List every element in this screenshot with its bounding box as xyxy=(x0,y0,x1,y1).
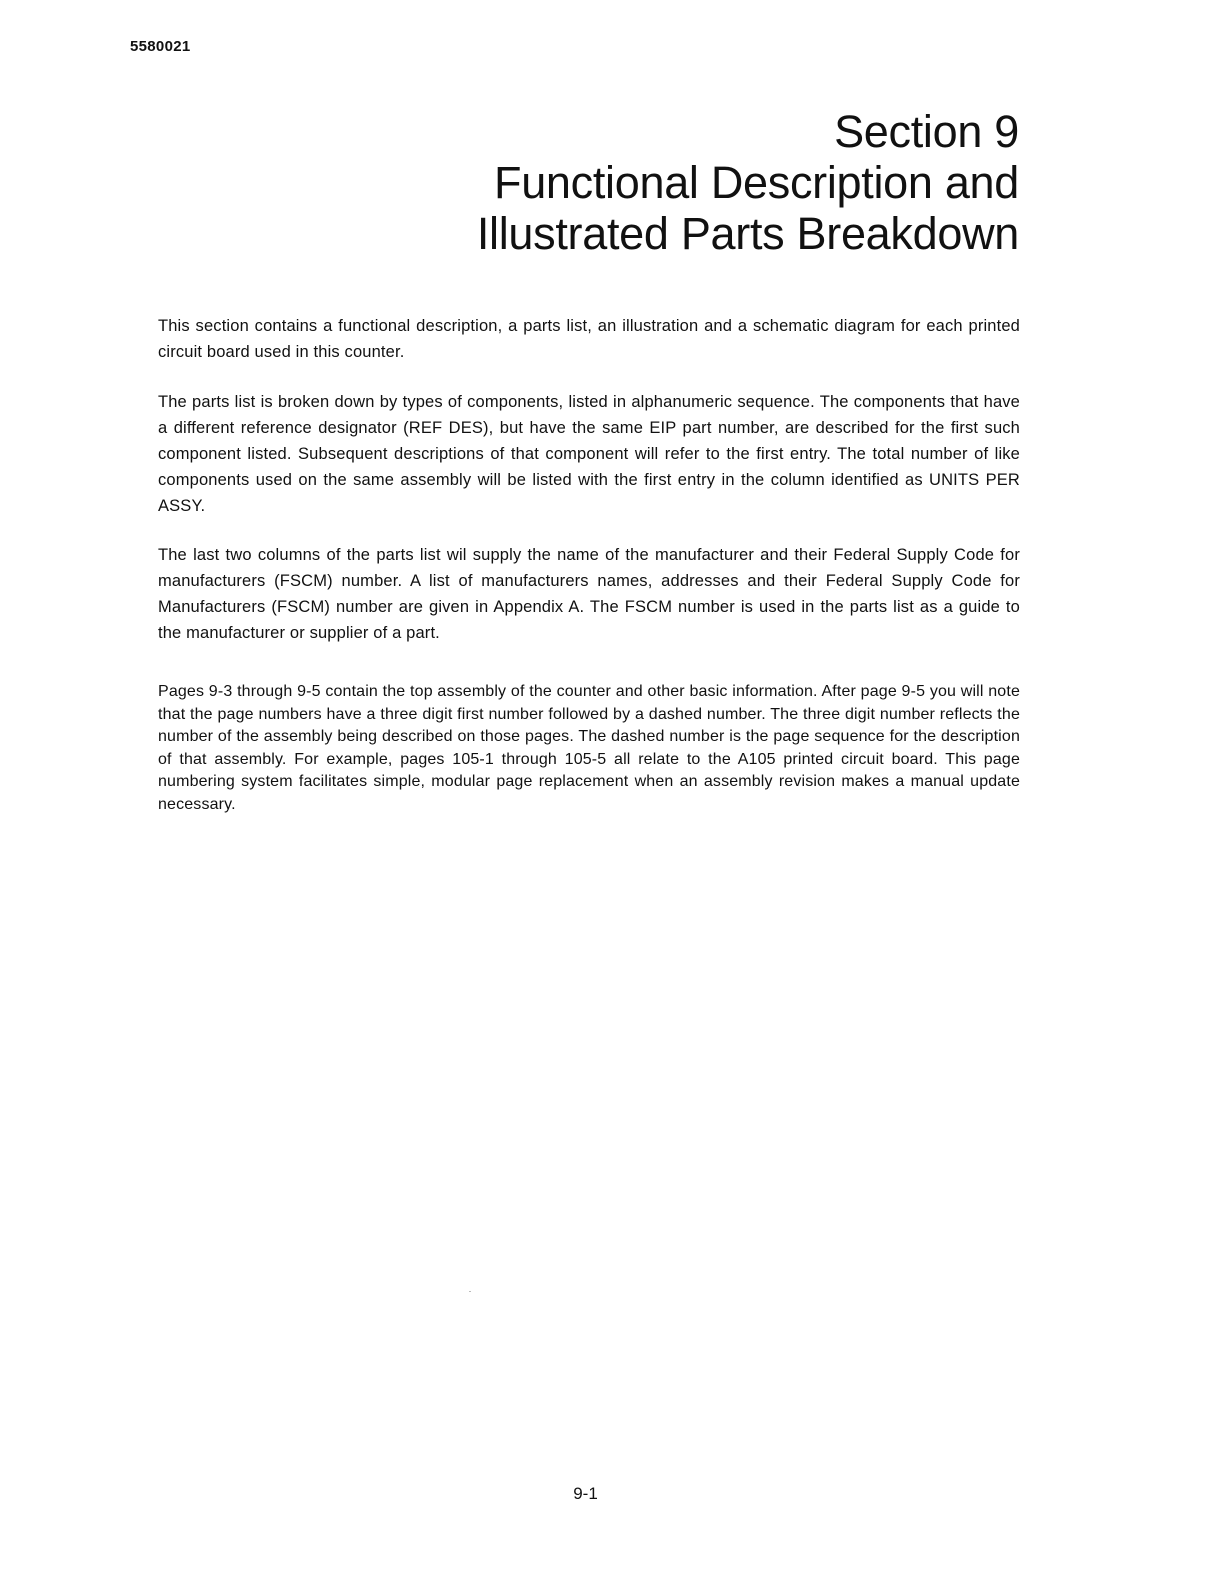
parts-list-paragraph: The parts list is broken down by types of components, listed in alphanumeric sequence. The components that have a different reference designator (REF DES), but have the same EIP part number, are described for the first such component listed. Subsequent descriptions of that component will refer to the first entry. The total number of like components used on the same assembly will be listed with the first entry in the column identified as UNITS PER ASSY. xyxy=(158,393,1020,515)
scan-speck xyxy=(469,1291,471,1292)
section-title-line-1: Section 9 xyxy=(834,106,1019,157)
section-title-line-2: Functional Description and xyxy=(494,157,1019,208)
document-number: 5580021 xyxy=(130,38,191,55)
manufacturer-columns-paragraph: The last two columns of the parts list wil supply the name of the manufacturer and their Federal Supply Code for manufacturers (FSCM) number. A list of manufacturers names, addresses and their Federal Supply Code for Manufacturers (FSCM) number are given in Appendix A. The FSCM number is used in the parts list as a guide to the manufacturer or supplier of a part. xyxy=(158,546,1020,642)
page-numbering-paragraph: Pages 9-3 through 9-5 contain the top assembly of the counter and other basic information. After page 9-5 you will note that the page numbers have a three digit first number followed by a dashed number. The three digit number reflects the number of the assembly being described on those pages. The dashed number is the page sequence for the description of that assembly. For example, pages 105-1 through 105-5 all relate to the A105 printed circuit board. This page numbering system facilitates simple, modular page replacement when an assembly revision makes a manual update necessary. xyxy=(158,683,1020,813)
section-title-line-3: Illustrated Parts Breakdown xyxy=(476,208,1019,259)
section-title xyxy=(259,106,1019,259)
page-number: 9-1 xyxy=(573,1484,598,1503)
intro-paragraph: This section contains a functional description, a parts list, an illustration and a schematic diagram for each printed circuit board used in this counter. xyxy=(158,317,1020,361)
